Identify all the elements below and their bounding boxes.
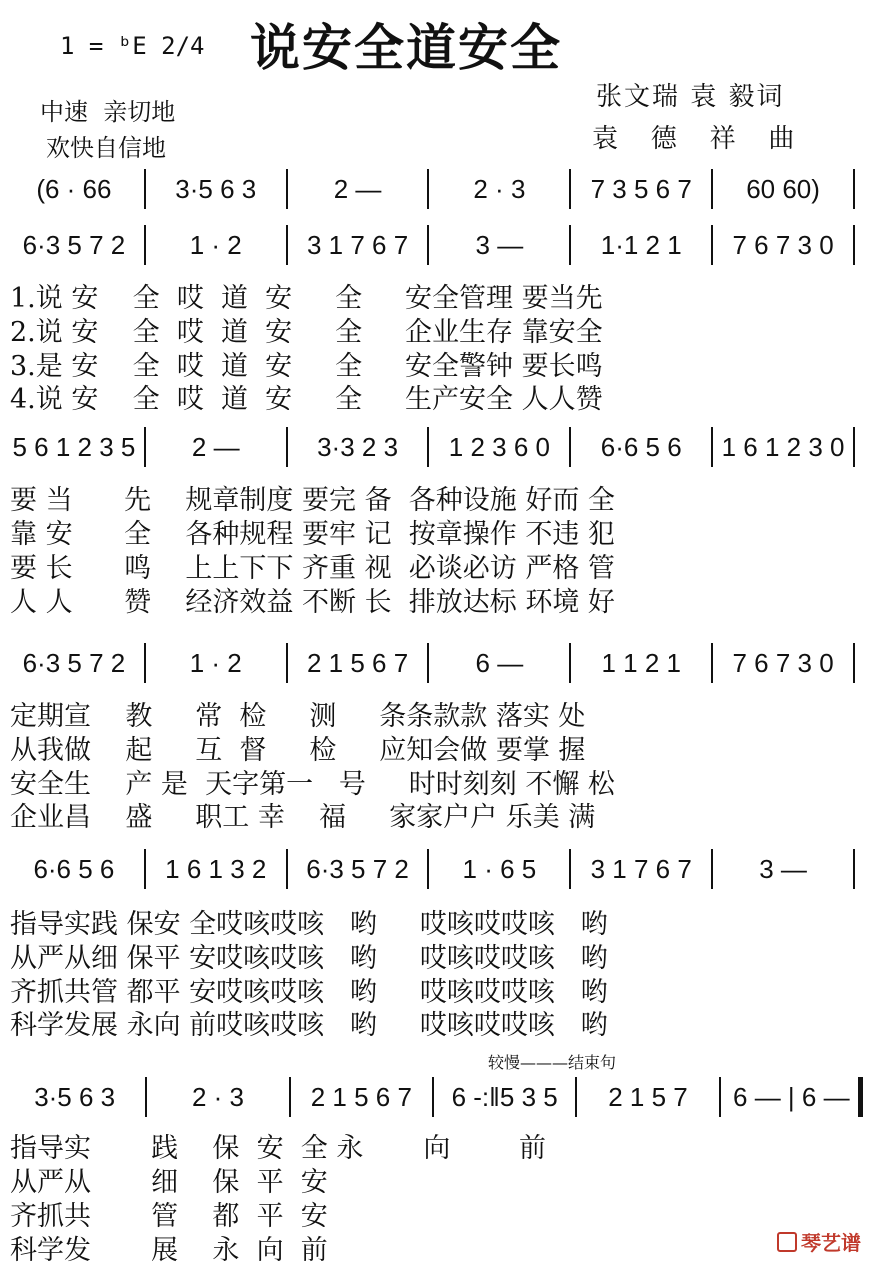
measure: 2 1 5 6 7 — [310, 1081, 412, 1112]
measure: 1·1 2 1 — [600, 229, 682, 260]
measure: 1 6 1 3 2 — [165, 853, 267, 884]
notation-row-2 — [12, 222, 863, 268]
measure: 3 1 7 6 7 — [306, 229, 409, 260]
watermark — [763, 1203, 861, 1256]
measure: 1 1 2 1 — [601, 647, 681, 678]
lyric-line: 从严从 细 保 平 安 — [10, 1167, 328, 1198]
measure: 6 -:‖5 3 5 — [451, 1081, 558, 1112]
measure: 6 — | 6 — — [733, 1081, 850, 1112]
lyric-line: 2.说 安 全 哎 道 安 全 企业生存 靠安全 — [10, 317, 603, 348]
expression-marking: 欢快自信地 — [46, 134, 166, 162]
notation-row-5 — [12, 846, 863, 892]
song-title: 说安全道安全 — [250, 19, 562, 77]
measure: 7 6 7 3 0 — [732, 647, 834, 678]
notation-row-6 — [12, 1074, 863, 1120]
measure: 3 1 7 6 7 — [590, 853, 692, 884]
measure: (6 · 66 — [36, 173, 112, 204]
lyric-line: 定期宣 教 常 检 测 条条款款 落实 处 — [10, 701, 586, 732]
lyric-line: 科学发 展 永 向 前 — [10, 1235, 328, 1266]
notation-row-1 — [12, 166, 863, 212]
lyric-line: 齐抓共 管 都 平 安 — [10, 1201, 328, 1232]
measure: 1 2 3 6 0 — [448, 431, 550, 462]
lyric-line: 3.是 安 全 哎 道 安 全 安全警钟 要长鸣 — [10, 351, 603, 382]
lyric-line: 企业昌 盛 职工 幸 福 家家户户 乐美 满 — [10, 802, 596, 833]
measure: 5 6 1 2 3 5 — [12, 431, 136, 462]
measure: 3 — — [759, 853, 807, 884]
key-signature: 1 = ᵇE 2/4 — [60, 32, 205, 60]
lyricist-credit: 张文瑞 袁 毅词 — [596, 82, 785, 112]
measure: 6·6 5 6 — [33, 853, 115, 884]
measure: 7 6 7 3 0 — [732, 229, 834, 260]
lyric-line: 指导实 践 保 安 全 永 向 前 — [10, 1133, 547, 1164]
measure: 3 — — [475, 229, 524, 260]
measure: 6 — — [475, 647, 524, 678]
measure: 1 · 2 — [189, 647, 242, 678]
lyric-line: 从严从细 保平 安哎咳哎咳 哟 哎咳哎哎咳 哟 — [10, 943, 608, 974]
lyric-line: 指导实践 保安 全哎咳哎咳 哟 哎咳哎哎咳 哟 — [10, 909, 608, 940]
watermark-text: 琴艺谱 — [801, 1231, 861, 1255]
qinyipu-logo-icon — [777, 1232, 797, 1252]
lyric-line: 齐抓共管 都平 安哎咳哎咳 哟 哎咳哎哎咳 哟 — [10, 977, 608, 1008]
measure: 2 — — [333, 173, 382, 204]
measure: 6·6 5 6 — [600, 431, 682, 462]
measure: 1 · 2 — [189, 229, 242, 260]
measure: 3·5 6 3 — [34, 1081, 116, 1112]
measure: 6·3 5 7 2 — [306, 853, 409, 884]
composer-credit: 袁 德 祥 曲 — [592, 124, 797, 154]
measure: 60 60) — [746, 173, 820, 204]
lyric-line: 要 当 先 规章制度 要完 备 各种设施 好而 全 — [10, 485, 615, 516]
measure: 2 1 5 7 — [608, 1081, 688, 1112]
lyric-line: 科学发展 永向 前哎咳哎咳 哟 哎咳哎哎咳 哟 — [10, 1010, 608, 1041]
lyric-line: 4.说 安 全 哎 道 安 全 生产安全 人人赞 — [10, 384, 603, 415]
ending-direction: 较慢———结束句 — [488, 1053, 617, 1072]
measure: 7 3 5 6 7 — [590, 173, 692, 204]
lyric-line: 1.说 安 全 哎 道 安 全 安全管理 要当先 — [10, 283, 603, 314]
measure: 2 · 3 — [473, 173, 526, 204]
lyric-line: 安全生 产 是 天字第一 号 时时刻刻 不懈 松 — [10, 769, 615, 800]
measure: 1 6 1 2 3 0 — [721, 431, 845, 462]
measure: 2 1 5 6 7 — [306, 647, 409, 678]
notation-row-3 — [12, 424, 863, 470]
lyric-line: 要 长 鸣 上上下下 齐重 视 必谈必访 严格 管 — [10, 553, 615, 584]
measure: 6·3 5 7 2 — [22, 647, 126, 678]
measure: 3·5 6 3 — [175, 173, 257, 204]
measure: 2 · 3 — [191, 1081, 244, 1112]
measure: 3·3 2 3 — [317, 431, 399, 462]
measure: 6·3 5 7 2 — [22, 229, 126, 260]
lyric-line: 从我做 起 互 督 检 应知会做 要掌 握 — [10, 735, 586, 766]
lyric-line: 靠 安 全 各种规程 要牢 记 按章操作 不违 犯 — [10, 519, 615, 550]
measure: 2 — — [191, 431, 240, 462]
notation-row-4 — [12, 640, 863, 686]
tempo-marking: 中速 亲切地 — [40, 98, 176, 126]
lyric-line: 人 人 赞 经济效益 不断 长 排放达标 环境 好 — [10, 587, 615, 618]
measure: 1 · 6 5 — [462, 853, 537, 884]
